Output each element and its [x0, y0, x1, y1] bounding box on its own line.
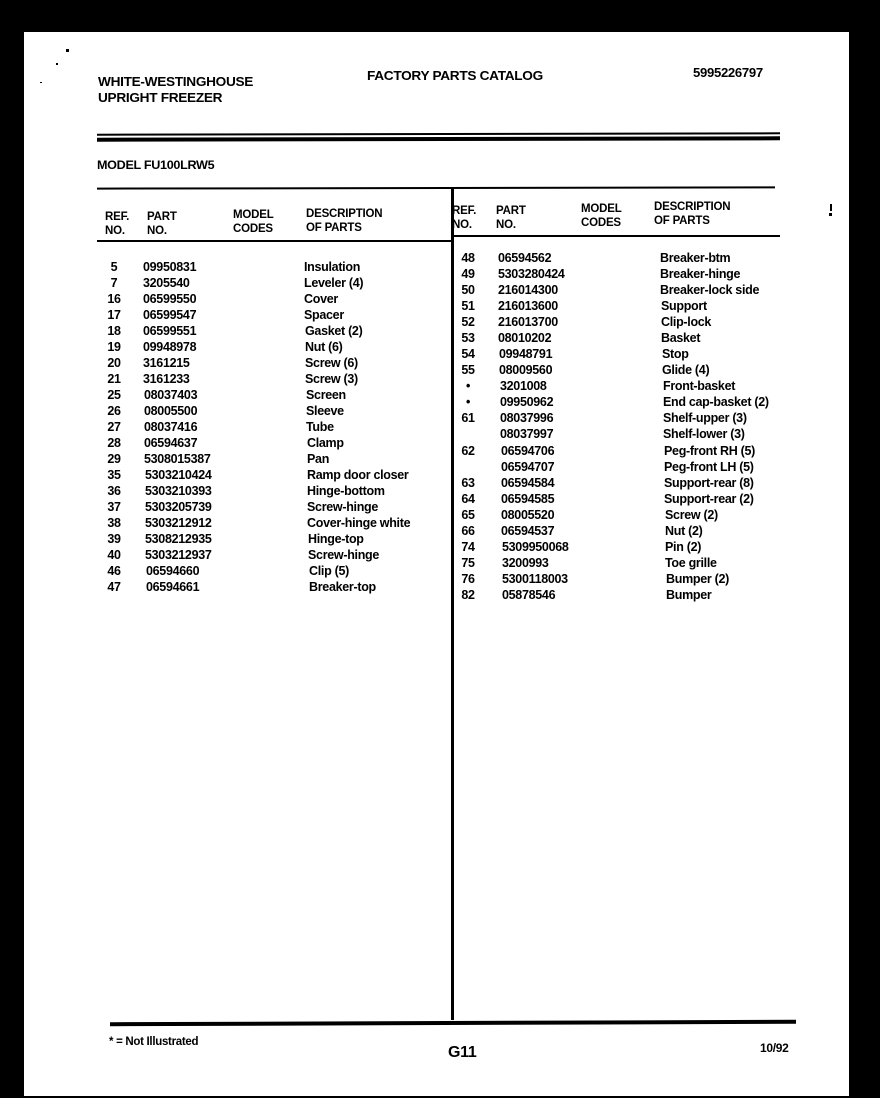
not-illustrated-marker: •: [465, 379, 471, 393]
ref-no: 16: [107, 292, 121, 306]
model-rule: [97, 186, 775, 189]
part-no: 5303205739: [145, 500, 212, 514]
part-description: Breaker-top: [309, 580, 376, 594]
ref-no: 74: [461, 540, 475, 554]
ref-no: 39: [107, 532, 121, 546]
col-ref-no-right-line2: NO.: [452, 219, 472, 231]
part-no: 06594537: [501, 524, 555, 538]
col-part-no-right-line2: NO.: [496, 219, 516, 231]
part-no: 08005520: [501, 508, 555, 522]
ref-no: 21: [107, 372, 121, 386]
ref-no: 51: [461, 299, 475, 313]
part-description: Clip (5): [309, 564, 349, 578]
col-model-codes: [233, 208, 274, 236]
scan-speck: [40, 82, 42, 83]
part-no: 216014300: [498, 283, 558, 297]
part-no: 06594585: [501, 492, 555, 506]
left-header-rule: [97, 240, 453, 242]
footer-rule: [110, 1020, 796, 1026]
ref-no: 18: [107, 324, 121, 338]
part-description: Stop: [662, 347, 689, 361]
col-ref-no-line1: REF.: [105, 211, 130, 223]
part-description: Shelf-upper (3): [663, 411, 747, 425]
not-illustrated-legend: * = Not Illustrated: [109, 1036, 199, 1048]
part-description: Insulation: [304, 260, 361, 274]
col-part-no-right-line1: PART: [496, 205, 526, 217]
part-no: 216013600: [498, 299, 558, 313]
col-part-no-line1: PART: [147, 211, 177, 223]
part-description: Glide (4): [662, 363, 710, 377]
part-no: 5303210424: [145, 468, 212, 482]
ref-no: 36: [107, 484, 121, 498]
part-no: 08009560: [499, 363, 553, 377]
part-no: 06594637: [144, 436, 198, 450]
scan-speck: [829, 213, 832, 216]
part-description: Support-rear (8): [664, 476, 754, 490]
part-description: End cap-basket (2): [663, 395, 769, 409]
part-description: Cover: [304, 292, 338, 306]
ref-no: 20: [107, 356, 121, 370]
ref-no: 62: [461, 444, 475, 458]
col-description-right-line1: DESCRIPTION: [654, 201, 731, 213]
col-description: [306, 207, 382, 235]
part-no: 5303280424: [498, 267, 565, 281]
part-description: Hinge-bottom: [307, 484, 385, 498]
part-no: 216013700: [498, 315, 558, 329]
part-no: 08010202: [498, 331, 552, 345]
ref-no: 37: [107, 500, 121, 514]
ref-no: 53: [461, 331, 475, 345]
scan-speck: [56, 63, 58, 65]
ref-no: 38: [107, 516, 121, 530]
part-description: Breaker-lock side: [660, 283, 760, 297]
ref-no: 17: [107, 308, 121, 322]
col-part-no: [147, 210, 177, 238]
part-description: Spacer: [304, 308, 344, 322]
part-description: Shelf-lower (3): [663, 427, 745, 441]
part-no: 08037416: [144, 420, 198, 434]
ref-no: 47: [107, 580, 121, 594]
part-no: 08037996: [500, 411, 554, 425]
ref-no: 76: [461, 572, 475, 586]
scan-speck: [830, 204, 832, 211]
part-no: 06599550: [143, 292, 197, 306]
part-no: 09948791: [499, 347, 553, 361]
part-no: 06594562: [498, 251, 552, 265]
ref-no: 29: [107, 452, 121, 466]
part-no: 5300118003: [502, 572, 568, 586]
part-description: Leveler (4): [304, 276, 364, 290]
part-no: 09950831: [143, 260, 197, 274]
col-description-right-line2: OF PARTS: [654, 215, 710, 227]
part-description: Screw (6): [305, 356, 358, 370]
part-description: Screw-hinge: [308, 548, 380, 562]
ref-no: 63: [461, 476, 475, 490]
part-no: 06594584: [501, 476, 555, 490]
part-description: Screw (3): [305, 372, 358, 386]
header-rule-thin: [97, 132, 780, 135]
part-no: 08037997: [500, 427, 554, 441]
part-description: Support-rear (2): [664, 492, 754, 506]
col-model-codes-line1: MODEL: [233, 209, 274, 221]
brand-line-2: UPRIGHT FREEZER: [98, 90, 223, 105]
part-no: 5303212937: [145, 548, 212, 562]
brand-line-1: WHITE-WESTINGHOUSE: [98, 74, 254, 89]
col-part-no-line2: NO.: [147, 225, 167, 237]
catalog-page: [24, 32, 849, 1096]
ref-no: 65: [461, 508, 475, 522]
part-description: Support: [661, 299, 707, 313]
ref-no: 55: [461, 363, 475, 377]
part-no: 3161233: [143, 372, 190, 386]
part-no: 08005500: [144, 404, 198, 418]
part-no: 5303210393: [145, 484, 212, 498]
part-description: Clip-lock: [661, 315, 712, 329]
catalog-title: FACTORY PARTS CATALOG: [367, 68, 543, 83]
ref-no: 48: [461, 251, 475, 265]
ref-no: 7: [110, 276, 118, 290]
part-description: Basket: [661, 331, 701, 345]
part-description: Hinge-top: [308, 532, 364, 546]
col-ref-no: [105, 210, 129, 238]
model-label: MODEL FU100LRW5: [97, 158, 215, 172]
part-description: Nut (6): [305, 340, 343, 354]
col-ref-no-line2: NO.: [105, 225, 125, 237]
part-no: 05878546: [502, 588, 556, 602]
page-code: G11: [448, 1044, 477, 1061]
ref-no: 40: [107, 548, 121, 562]
part-no: 3200993: [502, 556, 549, 570]
part-description: Peg-front RH (5): [664, 444, 756, 458]
part-no: 09950962: [500, 395, 554, 409]
col-part-no-right: [496, 204, 526, 232]
part-description: Pin (2): [665, 540, 702, 554]
part-description: Breaker-btm: [660, 251, 731, 265]
col-ref-no-right: [452, 204, 476, 232]
ref-no: 54: [461, 347, 475, 361]
ref-no: 35: [107, 468, 121, 482]
ref-no: 27: [107, 420, 121, 434]
col-model-codes-line2: CODES: [233, 223, 273, 235]
part-description: Front-basket: [663, 379, 736, 393]
part-description: Screw-hinge: [307, 500, 379, 514]
col-model-codes-right-line1: MODEL: [581, 203, 622, 215]
part-no: 06599547: [143, 308, 197, 322]
part-no: 5309950068: [502, 540, 569, 554]
part-description: Toe grille: [665, 556, 717, 570]
part-no: 3161215: [143, 356, 190, 370]
brand-title: [98, 74, 253, 106]
ref-no: 61: [461, 411, 475, 425]
part-no: 5308212935: [145, 532, 212, 546]
ref-no: 5: [110, 260, 118, 274]
ref-no: 28: [107, 436, 121, 450]
part-description: Gasket (2): [305, 324, 363, 338]
part-no: 5303212912: [145, 516, 212, 530]
part-description: Bumper (2): [666, 572, 729, 586]
col-description-line1: DESCRIPTION: [306, 208, 383, 220]
ref-no: 19: [107, 340, 121, 354]
ref-no: 75: [461, 556, 475, 570]
part-description: Clamp: [307, 436, 344, 450]
ref-no: 49: [461, 267, 475, 281]
part-description: Pan: [307, 452, 330, 466]
catalog-number: 5995226797: [693, 66, 763, 80]
ref-no: 26: [107, 404, 121, 418]
ref-no: 82: [461, 588, 475, 602]
part-description: Sleeve: [306, 404, 344, 418]
part-description: Bumper: [666, 588, 712, 602]
col-model-codes-right: [581, 202, 622, 230]
ref-no: 46: [107, 564, 121, 578]
part-description: Breaker-hinge: [660, 267, 741, 281]
not-illustrated-marker: •: [465, 395, 471, 409]
part-description: Peg-front LH (5): [664, 460, 754, 474]
part-description: Ramp door closer: [307, 468, 409, 482]
header-rule-thick: [97, 136, 780, 141]
ref-no: 66: [461, 524, 475, 538]
part-no: 09948978: [143, 340, 197, 354]
part-description: Nut (2): [665, 524, 703, 538]
part-no: 3205540: [143, 276, 190, 290]
part-no: 3201008: [500, 379, 547, 393]
part-description: Screen: [306, 388, 346, 402]
part-no: 06594707: [501, 460, 555, 474]
part-description: Screw (2): [665, 508, 718, 522]
col-description-right: [654, 200, 730, 228]
right-header-rule: [452, 235, 780, 237]
revision-date: 10/92: [760, 1041, 789, 1055]
part-no: 08037403: [144, 388, 198, 402]
part-no: 06594706: [501, 444, 555, 458]
col-ref-no-right-line1: REF.: [452, 205, 477, 217]
col-description-line2: OF PARTS: [306, 222, 362, 234]
ref-no: 64: [461, 492, 475, 506]
part-no: 06599551: [143, 324, 197, 338]
part-description: Cover-hinge white: [307, 516, 411, 530]
ref-no: 50: [461, 283, 475, 297]
part-no: 06594660: [146, 564, 200, 578]
ref-no: 52: [461, 315, 475, 329]
ref-no: 25: [107, 388, 121, 402]
part-description: Tube: [306, 420, 334, 434]
part-no: 5308015387: [144, 452, 211, 466]
col-model-codes-right-line2: CODES: [581, 217, 621, 229]
part-no: 06594661: [146, 580, 200, 594]
scan-speck: [66, 49, 69, 52]
